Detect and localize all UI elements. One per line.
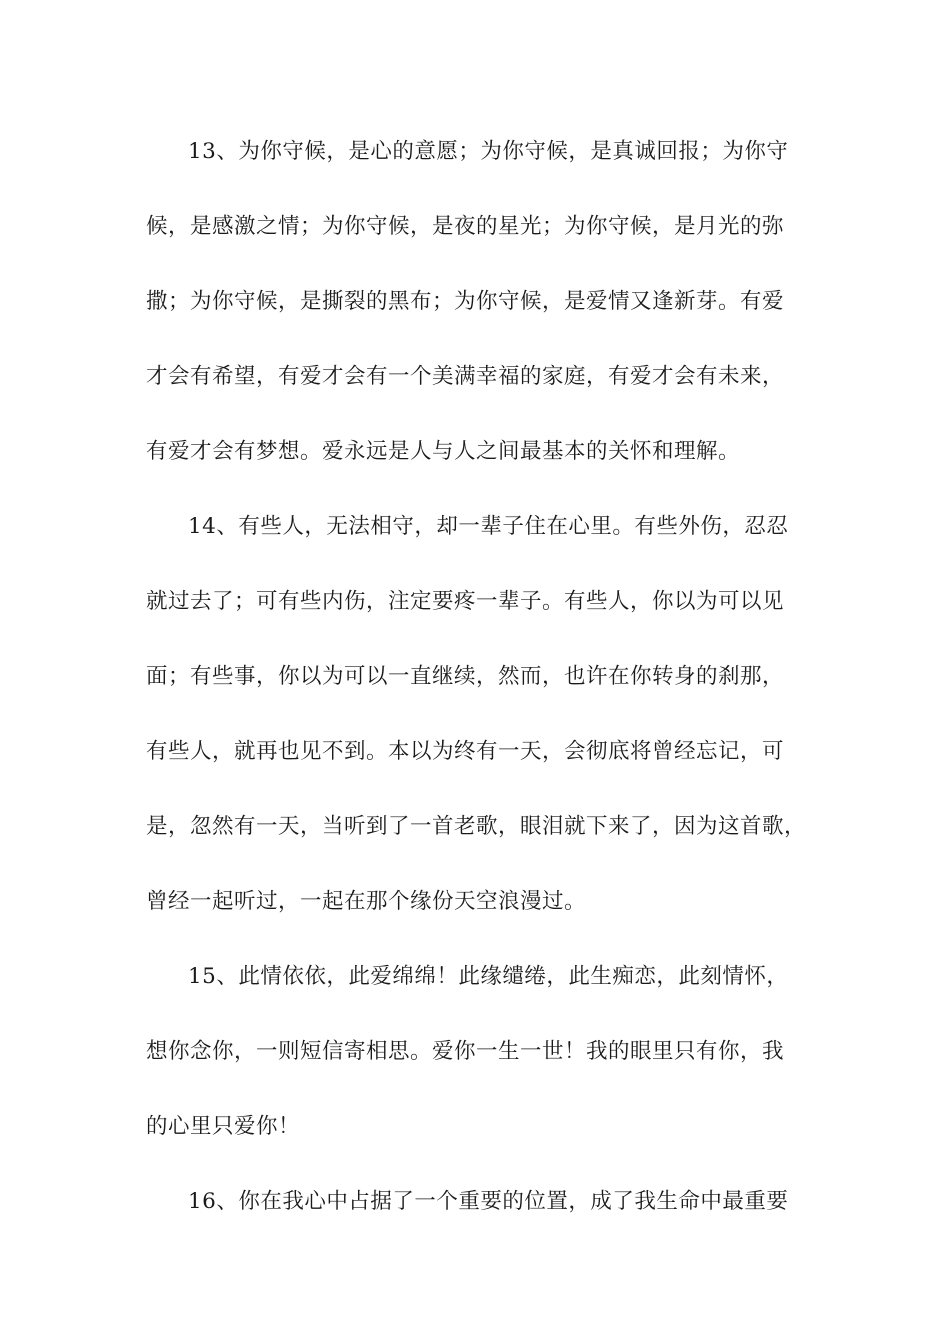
paragraph-15-line-1: 15、此情依依，此爱绵绵！此缘缱绻，此生痴恋，此刻情怀， <box>188 964 789 989</box>
paragraph-14-line-2: 就过去了；可有些内伤，注定要疼一辈子。有些人，你以为可以见 <box>146 589 785 614</box>
paragraph-16-line-1: 16、你在我心中占据了一个重要的位置，成了我生命中最重要 <box>188 1189 789 1214</box>
paragraph-13-line-4: 才会有希望，有爱才会有一个美满幸福的家庭，有爱才会有未来， <box>146 364 785 389</box>
paragraph-13-line-3: 撒；为你守候，是撕裂的黑布；为你守候，是爱情又逢新芽。有爱 <box>146 289 785 314</box>
paragraph-14-line-3: 面；有些事，你以为可以一直继续，然而，也许在你转身的刹那， <box>146 664 785 689</box>
paragraph-13-line-5: 有爱才会有梦想。爱永远是人与人之间最基本的关怀和理解。 <box>146 439 741 464</box>
paragraph-14-line-6: 曾经一起听过，一起在那个缘份天空浪漫过。 <box>146 889 587 914</box>
paragraph-13-line-1: 13、为你守候，是心的意愿；为你守候，是真诚回报；为你守 <box>188 139 789 164</box>
paragraph-13-line-2: 候，是感激之情；为你守候，是夜的星光；为你守候，是月光的弥 <box>146 214 785 239</box>
paragraph-14-line-5: 是，忽然有一天，当听到了一首老歌，眼泪就下来了，因为这首歌， <box>146 814 807 839</box>
paragraph-15-line-2: 想你念你，一则短信寄相思。爱你一生一世！我的眼里只有你，我 <box>146 1039 785 1064</box>
paragraph-15-line-3: 的心里只爱你！ <box>146 1114 301 1139</box>
paragraph-14-line-1: 14、有些人，无法相守，却一辈子住在心里。有些外伤，忍忍 <box>188 514 789 539</box>
paragraph-14-line-4: 有些人，就再也见不到。本以为终有一天，会彻底将曾经忘记，可 <box>146 739 785 764</box>
